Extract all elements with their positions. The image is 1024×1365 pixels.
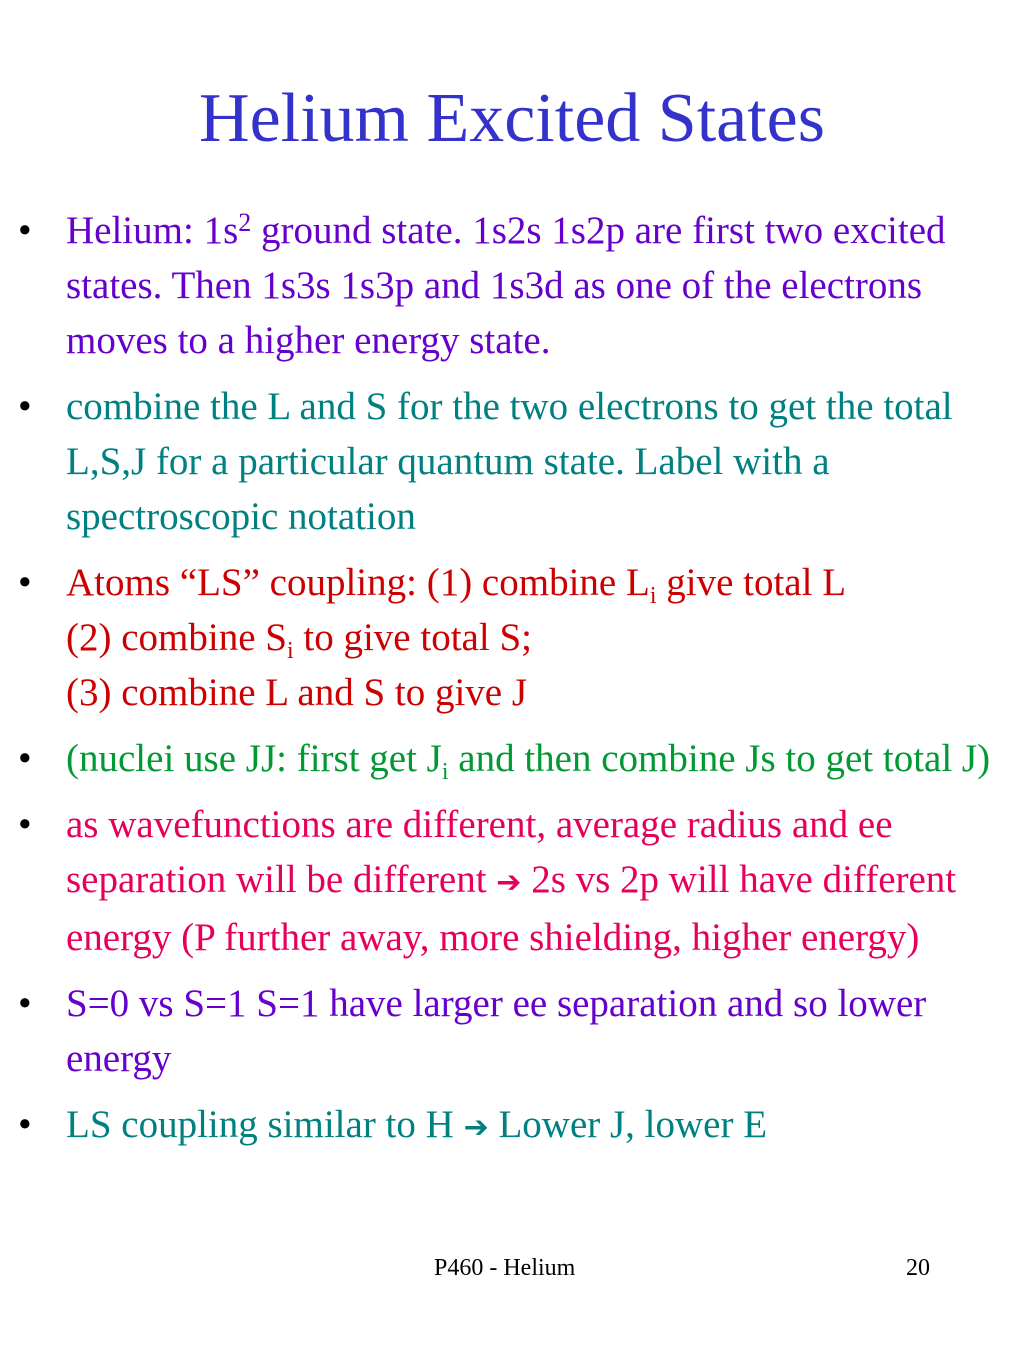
bullet-dot: •: [18, 209, 32, 252]
bullet-text: Atoms “LS” coupling: (1) combine L: [66, 561, 650, 604]
bullet-text: Helium: 1s: [66, 209, 239, 252]
arrow-right-icon: ➔: [463, 1110, 489, 1145]
bullet-dot: •: [18, 803, 32, 846]
bullet-wavefunctions: [0, 797, 1024, 965]
bullet-text: S=0 vs S=1 S=1 have larger ee separation and so lower energy: [66, 982, 927, 1080]
subscript: i: [649, 583, 657, 609]
slide-title: Helium Excited States: [199, 80, 825, 157]
superscript: 2: [238, 208, 252, 237]
bullet-text: (3) combine L and S to give J: [66, 671, 528, 714]
bullet-text: (nuclei use JJ: first get J: [66, 737, 442, 780]
bullet-text: ground state. 1s2s 1s2p are first two excited states. Then 1s3s 1s3p and 1s3d as one of the electrons moves to a higher energy state.: [66, 209, 946, 362]
bullet-text: and then combine Js to get total J): [448, 737, 991, 780]
bullet-nuclei-jj: [0, 731, 1024, 786]
bullet-dot: •: [18, 561, 32, 604]
bullet-helium-states: [0, 203, 1024, 368]
bullet-text: (2) combine S: [66, 616, 287, 659]
page-number: 20: [906, 1255, 930, 1281]
bullet-list: [0, 203, 1024, 1166]
footer-title: P460 - Helium: [434, 1255, 576, 1281]
bullet-dot: •: [18, 737, 32, 780]
bullet-text: as wavefunctions are different, average radius and ee separation will be different: [66, 803, 893, 901]
bullet-text: 2s vs 2p will have different energy (P further away, more shielding, higher energy): [66, 858, 957, 959]
bullet-text: Lower J, lower E: [488, 1103, 768, 1146]
bullet-text: to give total S;: [293, 616, 532, 659]
bullet-text: give total L: [656, 561, 847, 604]
bullet-ls-coupling: [0, 555, 1024, 720]
bullet-combine-ls: [0, 379, 1024, 544]
subscript: i: [441, 759, 449, 785]
bullet-text: combine the L and S for the two electrons to get the total L,S,J for a particular quantum state. Label with a spectroscopic notation: [66, 385, 953, 538]
bullet-text: LS coupling similar to H: [66, 1103, 464, 1146]
bullet-spin-states: [0, 976, 1024, 1086]
bullet-dot: •: [18, 1103, 32, 1146]
bullet-dot: •: [18, 982, 32, 1025]
arrow-right-icon: ➔: [496, 865, 522, 900]
bullet-dot: •: [18, 385, 32, 428]
subscript: i: [286, 638, 294, 664]
bullet-ls-similar-h: [0, 1097, 1024, 1155]
